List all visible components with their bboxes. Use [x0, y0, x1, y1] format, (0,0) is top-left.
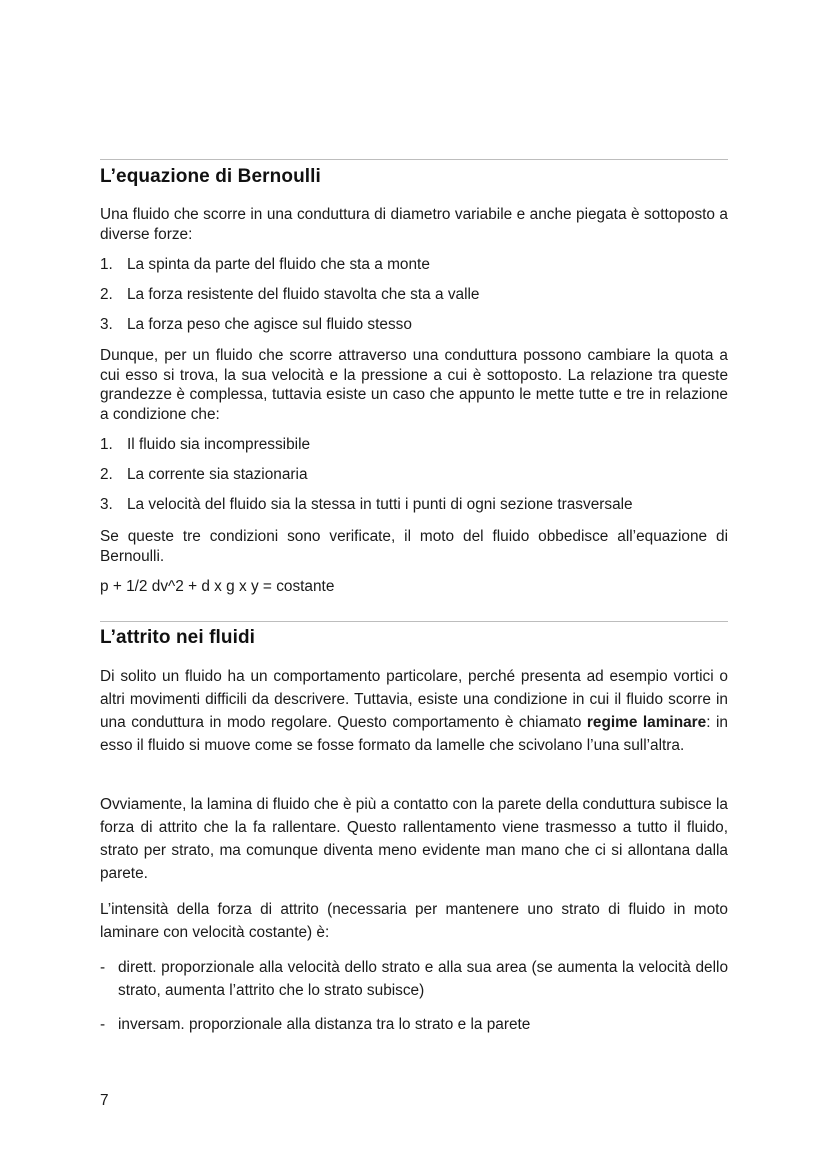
page-number: 7 — [100, 1092, 109, 1109]
bullet-text: dirett. proporzionale alla velocità dello strato e alla sua area (se aumenta la velocità dello strato, aumenta l’attrito che lo strato subisce) — [118, 959, 728, 999]
list-number: 2. — [100, 466, 113, 483]
list-text: La velocità del fluido sia la stessa in tutti i punti di ogni sezione trasversale — [127, 496, 633, 513]
list-item — [100, 255, 728, 275]
bold-term: regime laminare — [586, 714, 707, 731]
paragraph-intensity: L’intensità della forza di attrito (necessaria per mantenere uno strato di fluido in moto laminare con velocità costante) è: — [100, 901, 728, 941]
list-number: 2. — [100, 286, 113, 303]
list-number: 3. — [100, 316, 113, 333]
paragraph-conclusion: Se queste tre condizioni sono verificate, il moto del fluido obbedisce all’equazione di Bernoulli. — [100, 528, 728, 565]
bullet-mark: - — [100, 959, 106, 976]
section-divider — [100, 621, 728, 622]
list-text: La spinta da parte del fluido che sta a monte — [127, 256, 430, 273]
section-title-bernoulli: L’equazione di Bernoulli — [100, 166, 321, 187]
bullet-item — [100, 1013, 728, 1036]
list-item — [100, 315, 728, 335]
bullet-text: inversam. proporzionale alla distanza tra lo strato e la parete — [118, 1016, 531, 1033]
list-text: La forza resistente del fluido stavolta che sta a valle — [127, 286, 480, 303]
bullet-item — [100, 956, 728, 1002]
section-divider — [100, 159, 728, 160]
bullet-mark: - — [100, 1016, 106, 1033]
paragraph-laminar — [100, 665, 728, 757]
list-number: 1. — [100, 256, 113, 273]
bernoulli-formula: p + 1/2 dv^2 + d x g x y = costante — [100, 578, 335, 595]
section-title-attrito: L’attrito nei fluidi — [100, 627, 256, 648]
list-item — [100, 285, 728, 305]
list-item — [100, 435, 728, 455]
paragraph-friction: Ovviamente, la lamina di fluido che è più a contatto con la parete della conduttura subisce la forza di attrito che la fa rallentare. Questo rallentamento viene trasmesso a tutto il fluido, strato per strato, ma comunque diventa meno evidente man mano che ci si allontana dalla parete. — [100, 796, 728, 882]
paragraph-relation: Dunque, per un fluido che scorre attraverso una conduttura possono cambiare la quota a cui esso si trova, la sua velocità e la pressione a cui è sottoposto. La relazione tra queste grandezze è complessa, tuttavia esiste un caso che appunto le mette tutte e tre in relazione a condizione che: — [100, 347, 728, 423]
list-text: La forza peso che agisce sul fluido stesso — [127, 316, 412, 333]
list-text: La corrente sia stazionaria — [127, 466, 308, 483]
list-number: 3. — [100, 496, 113, 513]
list-number: 1. — [100, 436, 113, 453]
paragraph-text: Di solito un fluido ha un comportamento particolare, perché presenta ad esempio vortici o altri movimenti difficili da descrivere. Tuttavia, esiste una condizione in cui il fluido scorre in una conduttura in modo regolare. Questo comportamento è chiamato — [100, 668, 728, 731]
list-item — [100, 465, 728, 485]
paragraph-intro: Una fluido che scorre in una conduttura di diametro variabile e anche piegata è sottoposto a diverse forze: — [100, 206, 728, 243]
paragraph-text: : in esso il fluido si muove come se fosse formato da lamelle che scivolano l’una sull’altra. — [100, 714, 728, 754]
list-text: Il fluido sia incompressibile — [127, 436, 311, 453]
list-item — [100, 495, 728, 515]
